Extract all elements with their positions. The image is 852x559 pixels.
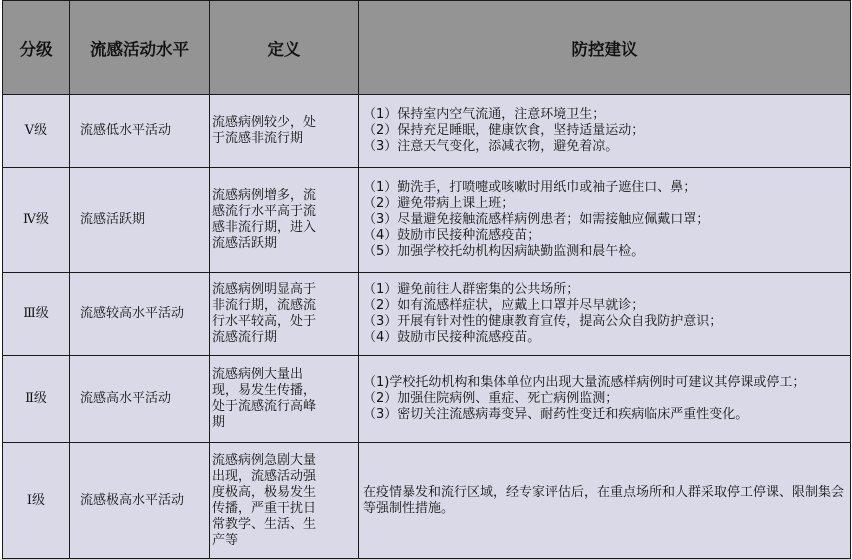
table-row [3, 443, 851, 559]
advice-line: （4）鼓励市民接种流感疫苗。 [363, 330, 541, 345]
flu-level-table [2, 0, 851, 559]
advice-cell [359, 273, 851, 356]
advice-cell [359, 356, 851, 443]
level-cell: Ⅱ级 [3, 356, 70, 443]
activity-cell: 流感极高水平活动 [70, 443, 210, 559]
advice-line: （1）避免前往人群密集的公共场所； [363, 282, 580, 297]
advice-line: （2）如有流感样症状，应戴上口罩并尽早就诊； [363, 298, 645, 313]
activity-cell: 流感活跃期 [70, 168, 210, 273]
level-cell: Ⅲ级 [3, 273, 70, 356]
advice-line: （1)学校托幼机构和集体单位内出现大量流感样病例时可建议其停课或停工； [363, 375, 806, 390]
advice-line: （3）密切关注流感病毒变异、耐药性变迁和疾病临床严重性变化。 [363, 407, 749, 422]
advice-line: （5）加强学校托幼机构因病缺勤监测和晨午检。 [363, 244, 645, 259]
advice-line: （2）加强住院病例、重症、死亡病例监测； [363, 391, 619, 406]
definition-cell [210, 168, 359, 273]
header-row [3, 1, 851, 95]
advice-line: （2）保持充足睡眠，健康饮食，坚持适量运动； [363, 123, 645, 138]
advice-line: （1）勤洗手，打喷嚏或咳嗽时用纸巾或袖子遮住口、鼻； [363, 180, 697, 195]
level-cell: Ⅴ级 [3, 95, 70, 168]
advice-line: （2）避免带病上课上班； [363, 196, 515, 211]
level-cell: Ⅳ级 [3, 168, 70, 273]
header-activity: 流感活动水平 [70, 1, 210, 95]
activity-cell: 流感高水平活动 [70, 356, 210, 443]
advice-line: （4）鼓励市民接种流感疫苗； [363, 228, 541, 243]
advice-cell [359, 95, 851, 168]
table-row [3, 95, 851, 168]
table-row [3, 356, 851, 443]
table-row [3, 273, 851, 356]
definition-cell [210, 273, 359, 356]
level-cell: Ⅰ级 [3, 443, 70, 559]
header-definition: 定义 [210, 1, 359, 95]
advice-line: （3）注意天气变化，添减衣物，避免着凉。 [363, 139, 619, 154]
header-advice: 防控建议 [359, 1, 851, 95]
advice-line: （1）保持室内空气流通，注意环境卫生； [363, 107, 606, 122]
activity-cell: 流感低水平活动 [70, 95, 210, 168]
definition-text: 流感病例急剧大量 出现，流感活动强 度极高，极易发生 传播，严重干扰日 常教学、生活、生 产等 [212, 452, 317, 548]
advice-cell [359, 443, 851, 559]
advice-cell [359, 168, 851, 273]
definition-text: 流感病例增多，流 感流行水平高于流 感非流行期，进入 流感活跃期 [212, 188, 317, 251]
advice-line: （3）尽量避免接触流感样病例患者；如需接触应佩戴口罩； [363, 212, 710, 227]
table-row [3, 168, 851, 273]
definition-cell [210, 95, 359, 168]
advice-line: （3）开展有针对性的健康教育宣传，提高公众自我防护意识； [363, 314, 723, 329]
advice-line: 在疫情暴发和流行区域，经专家评估后，在重点场所和人群采取停工停课、限制集会等强制性措施。 [363, 484, 845, 516]
definition-text: 流感病例大量出 现，易发生传播， 处于流感流行高峰 期 [212, 367, 317, 430]
definition-cell [210, 356, 359, 443]
header-level: 分级 [3, 1, 70, 95]
definition-text: 流感病例较少，处 于流感非流行期 [212, 115, 317, 146]
definition-text: 流感病例明显高于 非流行期，流感流 行水平较高，处于 流感流行期 [212, 282, 317, 345]
activity-cell: 流感较高水平活动 [70, 273, 210, 356]
definition-cell [210, 443, 359, 559]
